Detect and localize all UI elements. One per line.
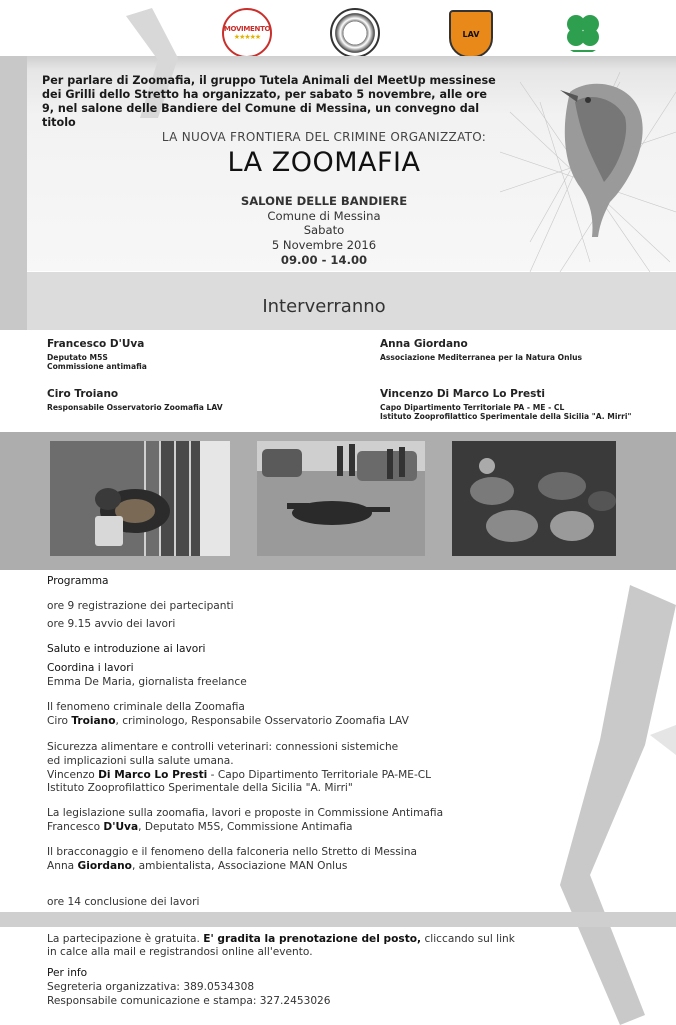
event-subtitle: LA NUOVA FRONTIERA DEL CRIMINE ORGANIZZATO:	[161, 130, 487, 144]
speaker-name: Vincenzo Di Marco Lo Presti	[380, 388, 546, 400]
event-time: 09.00 - 14.00	[280, 253, 368, 267]
speaker-name: Francesco D'Uva	[47, 338, 145, 350]
programme-coord-name: Emma De Maria, giornalista freelance	[47, 676, 247, 688]
programme-end: ore 14 conclusione dei lavori	[47, 896, 200, 908]
speaker-3	[47, 388, 223, 412]
event-title: LA ZOOMAFIA	[227, 147, 421, 178]
speaker-role: Istituto Zooprofilattico Sperimentale della Sicilia "A. Mirri"	[380, 412, 632, 421]
programme-heading: Programma	[47, 575, 109, 587]
m5s-logo	[222, 8, 272, 58]
talk-2-title-2: ed implicazioni sulla salute umana.	[47, 755, 234, 767]
speaker-name: Ciro Troiano	[47, 388, 119, 400]
speakers-heading: Interverranno	[262, 296, 386, 317]
photo-dog	[50, 441, 230, 556]
speaker-2	[380, 338, 582, 362]
talk-2-institute: Istituto Zooprofilattico Sperimentale della Sicilia "A. Mirri"	[47, 782, 353, 794]
clover-logo	[560, 8, 606, 54]
intro-text: Per parlare di Zoomafia, il gruppo Tutela Animali del MeetUp messinese dei Grilli dello Stretto ha organizzato, per sabato 5 novembre, alle ore 9, nel salone delle Bandiere del Comune di Messina, un convegno dal titolo	[42, 74, 496, 129]
m5s-logo-text: MOVIMENTO	[223, 25, 271, 33]
participation-text: La partecipazione è gratuita. E' gradita la prenotazione del posto, cliccando sul link	[47, 933, 515, 945]
speaker-role: Associazione Mediterranea per la Natura Onlus	[380, 353, 583, 362]
info-press: Responsabile comunicazione e stampa: 327.2453026	[47, 995, 331, 1007]
talk-3-title: La legislazione sulla zoomafia, lavori e proposte in Commissione Antimafia	[47, 807, 444, 819]
talk-4-title: Il bracconaggio e il fenomeno della falconeria nello Stretto di Messina	[47, 846, 417, 858]
talk-1-title: Il fenomeno criminale della Zoomafia	[47, 701, 245, 713]
event-venue: SALONE DELLE BANDIERE	[240, 194, 408, 208]
participation-text-2: in calce alla mail e registrandosi online all'evento.	[47, 946, 313, 958]
talk-2-title-1: Sicurezza alimentare e controlli veterinari: connessioni sistemiche	[47, 741, 399, 753]
event-date: 5 Novembre 2016	[271, 238, 377, 252]
footer-band	[0, 912, 676, 927]
speaker-4	[380, 388, 631, 421]
talk-1-speaker: Ciro Troiano, criminologo, Responsabile Osservatorio Zoomafia LAV	[47, 715, 409, 727]
talk-3-speaker: Francesco D'Uva, Deputato M5S, Commissione Antimafia	[47, 821, 353, 833]
info-secretary: Segreteria organizzativa: 389.0534308	[47, 981, 255, 993]
programme-registration: ore 9 registrazione dei partecipanti	[47, 600, 234, 612]
event-day: Sabato	[303, 223, 345, 237]
programme-coord-label: Coordina i lavori	[47, 662, 134, 674]
talk-4-speaker: Anna Giordano, ambientalista, Associazione MAN Onlus	[47, 860, 348, 872]
info-heading: Per info	[47, 967, 88, 979]
speaker-role: Capo Dipartimento Territoriale PA - ME - CL	[380, 403, 565, 412]
speaker-name: Anna Giordano	[380, 338, 468, 350]
speaker-role: Commissione antimafia	[47, 362, 147, 371]
m5s-logo-stars: ★★★★★	[233, 33, 261, 41]
photo-horse	[257, 441, 425, 556]
talk-2-speaker: Vincenzo Di Marco Lo Presti - Capo Dipartimento Territoriale PA-ME-CL	[47, 769, 432, 781]
lav-logo-text: LAV	[462, 29, 480, 39]
programme-start: ore 9.15 avvio dei lavori	[47, 618, 176, 630]
speaker-role: Responsabile Osservatorio Zoomafia LAV	[47, 403, 223, 412]
speaker-role: Deputato M5S	[47, 353, 108, 362]
photo-birds	[452, 441, 616, 556]
speaker-1	[47, 338, 147, 371]
messina-seal-logo	[330, 8, 380, 58]
lav-logo	[449, 10, 493, 58]
header-left-strip	[0, 56, 27, 330]
event-place: Comune di Messina	[267, 209, 381, 223]
decorative-chevron-right	[560, 585, 676, 1025]
programme-saluto: Saluto e introduzione ai lavori	[47, 643, 206, 655]
